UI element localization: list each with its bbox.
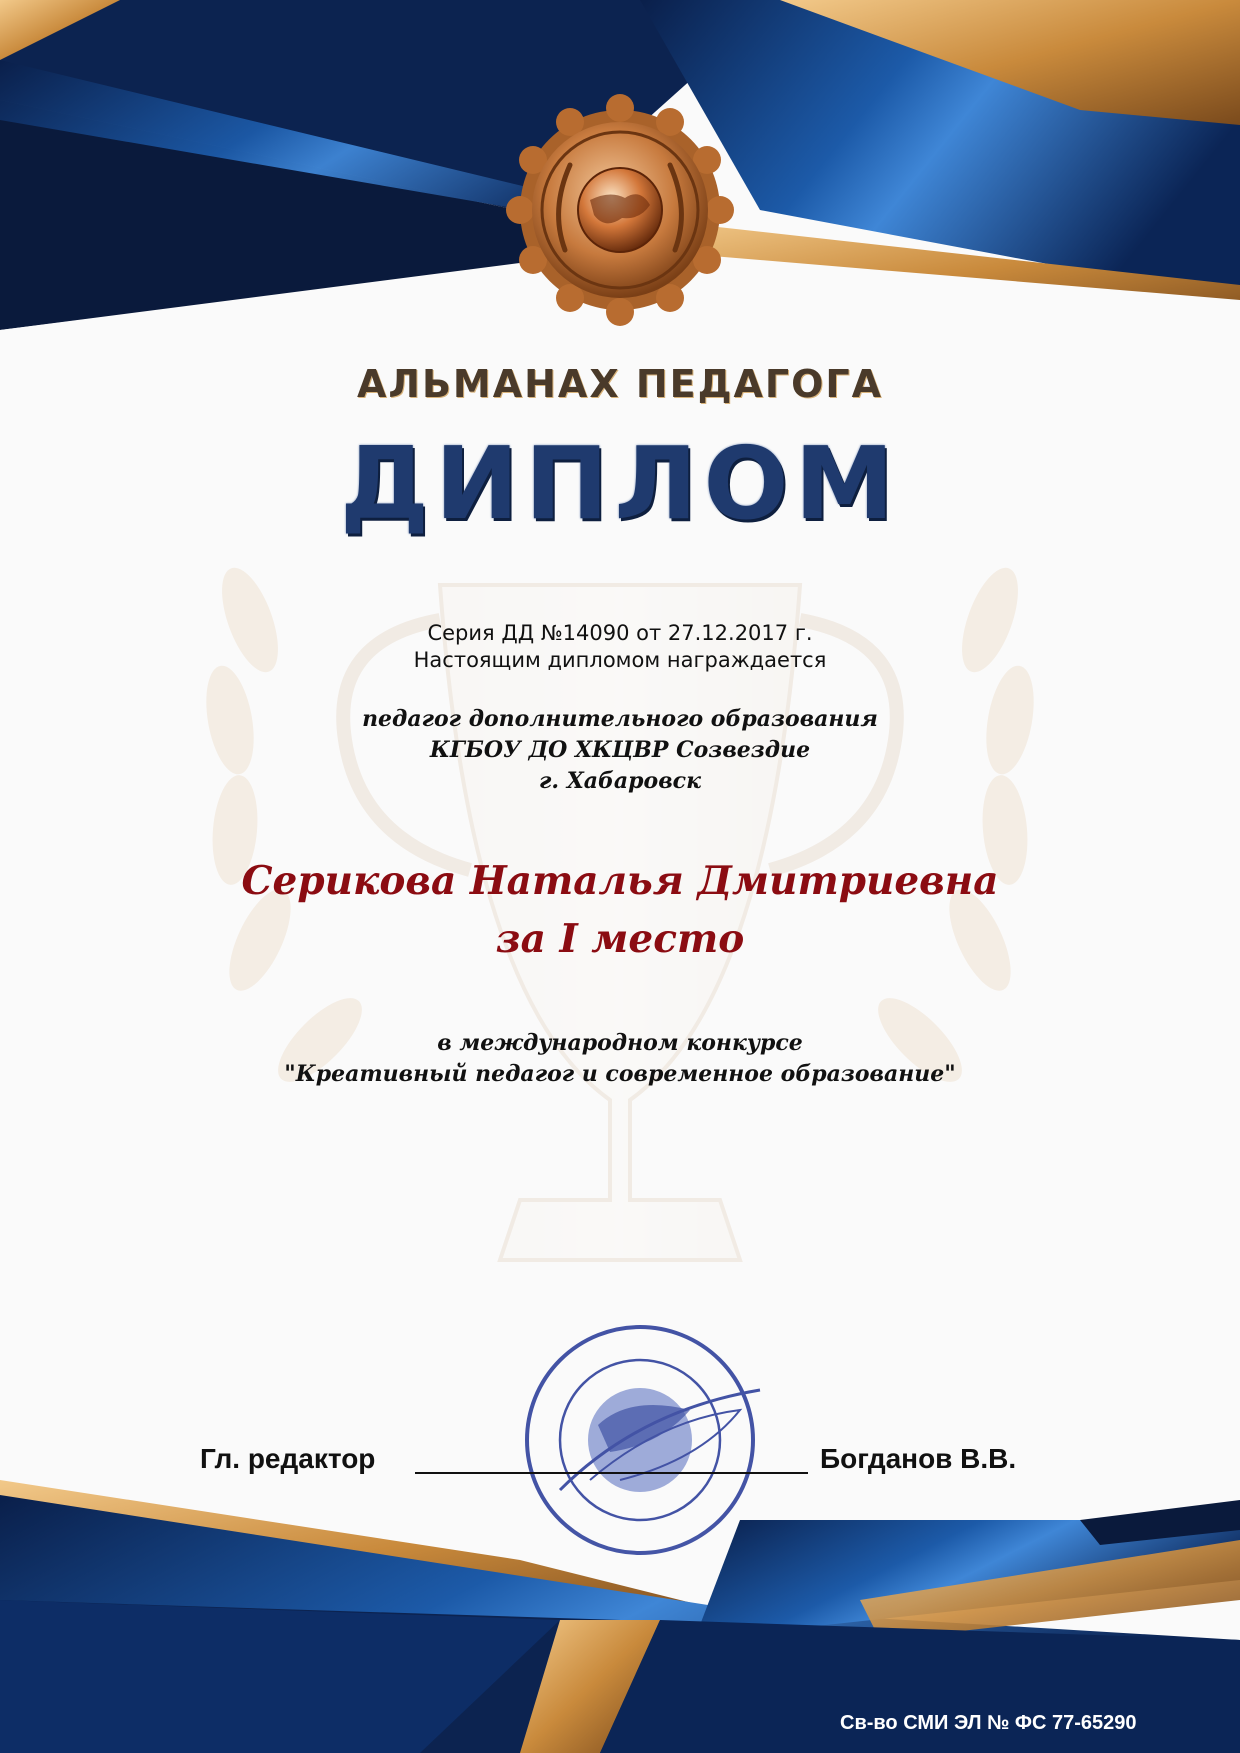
signature-line [415,1472,808,1474]
place-awarded: за I место [495,916,745,962]
almanac-title: АЛЬМАНАХ ПЕДАГОГА [356,362,884,406]
registration-number: Св-во СМИ ЭЛ № ФС 77-65290 [840,1712,1137,1734]
organization-name: КГБОУ ДО ХКЦВР Созвездие [429,737,811,763]
contest-intro: в международном конкурсе [437,1030,803,1056]
contest-name: "Креативный педагог и современное образование" [284,1061,956,1087]
position-title: педагог дополнительного образования [362,706,878,732]
official-stamp [527,1327,760,1553]
awarded-line: Настоящим дипломом награждается [413,648,827,672]
recipient-name: Серикова Наталья Дмитриевна [241,858,999,904]
editor-label: Гл. редактор [200,1443,376,1474]
series-number: Серия ДД №14090 от 27.12.2017 г. [427,621,813,645]
editor-name: Богданов В.В. [820,1443,1017,1474]
city-name: г. Хабаровск [539,768,701,794]
diploma-title: ДИПЛОМ [339,425,901,542]
